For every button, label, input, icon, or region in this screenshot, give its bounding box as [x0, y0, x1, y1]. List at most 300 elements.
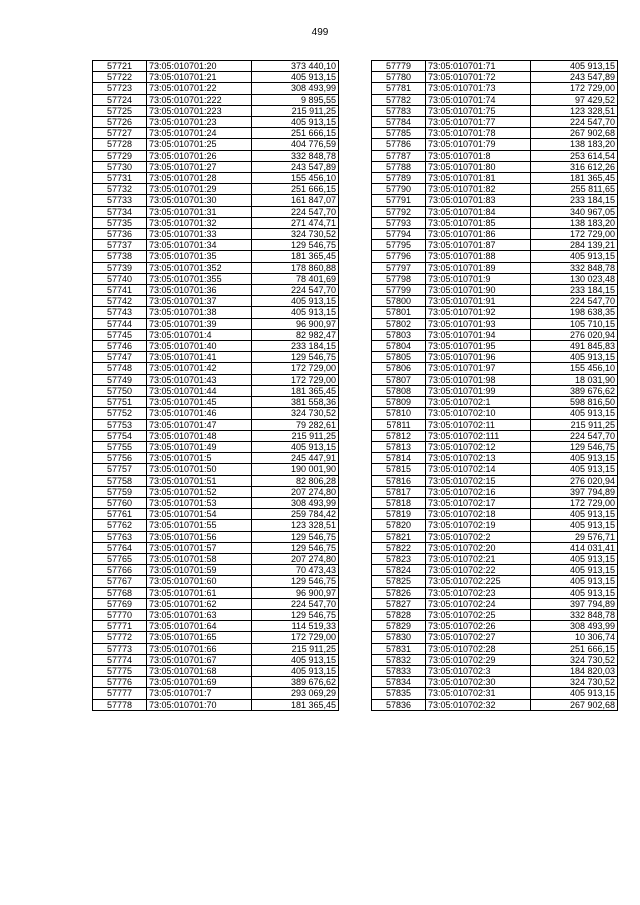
record-number-cell: 57761 [93, 509, 147, 520]
table-row [93, 150, 339, 161]
record-number-cell: 57818 [372, 497, 426, 508]
cadastral-value-cell: 79 282,61 [252, 419, 339, 430]
record-number-cell: 57750 [93, 385, 147, 396]
table-row [93, 699, 339, 710]
record-number-cell: 57755 [93, 441, 147, 452]
table-row [372, 475, 618, 486]
table-row [372, 329, 618, 340]
cadastral-number-cell: 73:05:010702:32 [426, 699, 531, 710]
table-row [372, 307, 618, 318]
table-row [93, 296, 339, 307]
table-row [93, 632, 339, 643]
table-row [372, 397, 618, 408]
cadastral-value-cell: 172 729,00 [531, 229, 618, 240]
record-number-cell: 57785 [372, 128, 426, 139]
table-row [372, 385, 618, 396]
table-row [93, 397, 339, 408]
cadastral-value-cell: 340 967,05 [531, 206, 618, 217]
table-row [93, 352, 339, 363]
cadastral-value-cell: 405 913,15 [252, 296, 339, 307]
table-row [372, 643, 618, 654]
table-row [93, 273, 339, 284]
cadastral-value-cell: 251 666,15 [252, 184, 339, 195]
table-row [372, 486, 618, 497]
cadastral-value-cell: 405 913,15 [531, 408, 618, 419]
record-number-cell: 57782 [372, 94, 426, 105]
table-row [372, 341, 618, 352]
table-row [93, 251, 339, 262]
cadastral-value-cell: 9 895,55 [252, 94, 339, 105]
cadastral-value-cell: 130 023,48 [531, 273, 618, 284]
table-row [93, 72, 339, 83]
record-number-cell: 57835 [372, 688, 426, 699]
record-number-cell: 57739 [93, 262, 147, 273]
cadastral-number-cell: 73:05:010701:33 [147, 229, 252, 240]
table-row [93, 441, 339, 452]
cadastral-number-cell: 73:05:010702:3 [426, 665, 531, 676]
record-number-cell: 57791 [372, 195, 426, 206]
cadastral-value-cell: 233 184,15 [252, 341, 339, 352]
record-number-cell: 57810 [372, 408, 426, 419]
table-row [93, 565, 339, 576]
cadastral-value-cell: 404 776,59 [252, 139, 339, 150]
record-number-cell: 57744 [93, 318, 147, 329]
table-row [372, 453, 618, 464]
record-number-cell: 57733 [93, 195, 147, 206]
cadastral-number-cell: 73:05:010701:83 [426, 195, 531, 206]
cadastral-value-cell: 129 546,75 [252, 531, 339, 542]
record-number-cell: 57752 [93, 408, 147, 419]
register-table-right [371, 60, 618, 711]
cadastral-value-cell: 129 546,75 [252, 352, 339, 363]
table-row [93, 206, 339, 217]
cadastral-number-cell: 73:05:010702:28 [426, 643, 531, 654]
record-number-cell: 57803 [372, 329, 426, 340]
cadastral-value-cell: 190 001,90 [252, 464, 339, 475]
table-row [93, 217, 339, 228]
cadastral-number-cell: 73:05:010701:85 [426, 217, 531, 228]
record-number-cell: 57773 [93, 643, 147, 654]
record-number-cell: 57792 [372, 206, 426, 217]
cadastral-value-cell: 255 811,65 [531, 184, 618, 195]
cadastral-value-cell: 78 401,69 [252, 273, 339, 284]
table-row [372, 576, 618, 587]
cadastral-value-cell: 405 913,15 [531, 453, 618, 464]
cadastral-value-cell: 129 546,75 [531, 441, 618, 452]
table-row [372, 273, 618, 284]
record-number-cell: 57816 [372, 475, 426, 486]
cadastral-value-cell: 172 729,00 [531, 83, 618, 94]
record-number-cell: 57823 [372, 553, 426, 564]
cadastral-number-cell: 73:05:010701:71 [426, 61, 531, 72]
record-number-cell: 57764 [93, 542, 147, 553]
cadastral-number-cell: 73:05:010701:26 [147, 150, 252, 161]
cadastral-value-cell: 405 913,15 [531, 565, 618, 576]
cadastral-number-cell: 73:05:010701:70 [147, 699, 252, 710]
cadastral-value-cell: 253 614,54 [531, 150, 618, 161]
cadastral-value-cell: 276 020,94 [531, 329, 618, 340]
cadastral-value-cell: 267 902,68 [531, 128, 618, 139]
cadastral-number-cell: 73:05:010701:82 [426, 184, 531, 195]
record-number-cell: 57800 [372, 296, 426, 307]
table-row [93, 665, 339, 676]
cadastral-value-cell: 373 440,10 [252, 61, 339, 72]
record-number-cell: 57829 [372, 621, 426, 632]
cadastral-number-cell: 73:05:010701:39 [147, 318, 252, 329]
table-row [93, 329, 339, 340]
cadastral-number-cell: 73:05:010701:28 [147, 173, 252, 184]
cadastral-number-cell: 73:05:010701:84 [426, 206, 531, 217]
record-number-cell: 57788 [372, 161, 426, 172]
cadastral-value-cell: 251 666,15 [252, 128, 339, 139]
cadastral-number-cell: 73:05:010701:97 [426, 363, 531, 374]
table-row [372, 408, 618, 419]
cadastral-value-cell: 114 519,33 [252, 621, 339, 632]
cadastral-number-cell: 73:05:010701:91 [426, 296, 531, 307]
record-number-cell: 57789 [372, 173, 426, 184]
record-number-cell: 57758 [93, 475, 147, 486]
table-row [93, 161, 339, 172]
table-row [372, 72, 618, 83]
record-number-cell: 57741 [93, 285, 147, 296]
cadastral-number-cell: 73:05:010701:54 [147, 509, 252, 520]
record-number-cell: 57745 [93, 329, 147, 340]
table-row [93, 83, 339, 94]
cadastral-value-cell: 97 429,52 [531, 94, 618, 105]
cadastral-value-cell: 405 913,15 [531, 576, 618, 587]
record-number-cell: 57797 [372, 262, 426, 273]
table-row [372, 497, 618, 508]
table-row [372, 117, 618, 128]
cadastral-value-cell: 224 547,70 [252, 285, 339, 296]
table-row [372, 699, 618, 710]
cadastral-value-cell: 207 274,80 [252, 486, 339, 497]
record-number-cell: 57721 [93, 61, 147, 72]
cadastral-number-cell: 73:05:010701:48 [147, 430, 252, 441]
cadastral-value-cell: 172 729,00 [252, 363, 339, 374]
cadastral-value-cell: 324 730,52 [531, 677, 618, 688]
table-row [372, 94, 618, 105]
table-row [372, 464, 618, 475]
cadastral-number-cell: 73:05:010702:26 [426, 621, 531, 632]
cadastral-value-cell: 161 847,07 [252, 195, 339, 206]
cadastral-value-cell: 215 911,25 [252, 105, 339, 116]
table-row [372, 105, 618, 116]
record-number-cell: 57722 [93, 72, 147, 83]
cadastral-value-cell: 308 493,99 [531, 621, 618, 632]
cadastral-value-cell: 155 456,10 [531, 363, 618, 374]
record-number-cell: 57790 [372, 184, 426, 195]
cadastral-value-cell: 308 493,99 [252, 83, 339, 94]
record-number-cell: 57738 [93, 251, 147, 262]
cadastral-number-cell: 73:05:010701:77 [426, 117, 531, 128]
register-table-left-body [93, 61, 339, 711]
page-number: 499 [311, 27, 329, 38]
cadastral-number-cell: 73:05:010701:81 [426, 173, 531, 184]
record-number-cell: 57794 [372, 229, 426, 240]
record-number-cell: 57821 [372, 531, 426, 542]
cadastral-number-cell: 73:05:010701:30 [147, 195, 252, 206]
table-row [372, 184, 618, 195]
cadastral-value-cell: 405 913,15 [531, 688, 618, 699]
record-number-cell: 57783 [372, 105, 426, 116]
cadastral-value-cell: 405 913,15 [531, 553, 618, 564]
table-row [372, 419, 618, 430]
table-row [93, 318, 339, 329]
cadastral-value-cell: 324 730,52 [252, 229, 339, 240]
table-row [93, 654, 339, 665]
record-number-cell: 57793 [372, 217, 426, 228]
table-row [93, 587, 339, 598]
record-number-cell: 57812 [372, 430, 426, 441]
cadastral-number-cell: 73:05:010701:99 [426, 385, 531, 396]
cadastral-value-cell: 129 546,75 [252, 542, 339, 553]
record-number-cell: 57787 [372, 150, 426, 161]
record-number-cell: 57780 [372, 72, 426, 83]
cadastral-number-cell: 73:05:010702:30 [426, 677, 531, 688]
cadastral-number-cell: 73:05:010702:20 [426, 542, 531, 553]
record-number-cell: 57805 [372, 352, 426, 363]
record-number-cell: 57762 [93, 520, 147, 531]
cadastral-number-cell: 73:05:010701:88 [426, 251, 531, 262]
table-row [93, 341, 339, 352]
cadastral-number-cell: 73:05:010702:2 [426, 531, 531, 542]
cadastral-value-cell: 82 982,47 [252, 329, 339, 340]
cadastral-number-cell: 73:05:010701:7 [147, 688, 252, 699]
cadastral-value-cell: 224 547,70 [252, 598, 339, 609]
cadastral-value-cell: 284 139,21 [531, 240, 618, 251]
table-row [372, 251, 618, 262]
cadastral-number-cell: 73:05:010701:86 [426, 229, 531, 240]
cadastral-number-cell: 73:05:010701:222 [147, 94, 252, 105]
cadastral-number-cell: 73:05:010701:57 [147, 542, 252, 553]
cadastral-number-cell: 73:05:010702:22 [426, 565, 531, 576]
cadastral-number-cell: 73:05:010701:53 [147, 497, 252, 508]
cadastral-value-cell: 172 729,00 [252, 632, 339, 643]
table-row [93, 509, 339, 520]
table-row [93, 139, 339, 150]
table-row [372, 677, 618, 688]
cadastral-number-cell: 73:05:010701:41 [147, 352, 252, 363]
cadastral-number-cell: 73:05:010701:58 [147, 553, 252, 564]
cadastral-value-cell: 316 612,26 [531, 161, 618, 172]
cadastral-value-cell: 129 546,75 [252, 609, 339, 620]
table-row [93, 677, 339, 688]
cadastral-number-cell: 73:05:010702:111 [426, 430, 531, 441]
record-number-cell: 57732 [93, 184, 147, 195]
table-row [372, 665, 618, 676]
table-row [372, 363, 618, 374]
table-row [93, 553, 339, 564]
cadastral-number-cell: 73:05:010702:17 [426, 497, 531, 508]
record-number-cell: 57772 [93, 632, 147, 643]
cadastral-value-cell: 70 473,43 [252, 565, 339, 576]
table-row [93, 385, 339, 396]
record-number-cell: 57729 [93, 150, 147, 161]
record-number-cell: 57730 [93, 161, 147, 172]
cadastral-number-cell: 73:05:010701:5 [147, 453, 252, 464]
record-number-cell: 57753 [93, 419, 147, 430]
cadastral-number-cell: 73:05:010701:352 [147, 262, 252, 273]
cadastral-value-cell: 276 020,94 [531, 475, 618, 486]
record-number-cell: 57779 [372, 61, 426, 72]
cadastral-number-cell: 73:05:010701:37 [147, 296, 252, 307]
cadastral-number-cell: 73:05:010702:12 [426, 441, 531, 452]
cadastral-number-cell: 73:05:010702:13 [426, 453, 531, 464]
record-number-cell: 57723 [93, 83, 147, 94]
cadastral-value-cell: 105 710,15 [531, 318, 618, 329]
record-number-cell: 57777 [93, 688, 147, 699]
record-number-cell: 57776 [93, 677, 147, 688]
table-row [372, 173, 618, 184]
register-table-left [92, 60, 339, 711]
cadastral-number-cell: 73:05:010701:68 [147, 665, 252, 676]
record-number-cell: 57736 [93, 229, 147, 240]
cadastral-number-cell: 73:05:010701:73 [426, 83, 531, 94]
cadastral-number-cell: 73:05:010702:27 [426, 632, 531, 643]
cadastral-value-cell: 598 816,50 [531, 397, 618, 408]
record-number-cell: 57813 [372, 441, 426, 452]
record-number-cell: 57827 [372, 598, 426, 609]
cadastral-value-cell: 224 547,70 [531, 430, 618, 441]
cadastral-value-cell: 181 365,45 [252, 385, 339, 396]
table-row [372, 621, 618, 632]
cadastral-value-cell: 405 913,15 [252, 654, 339, 665]
cadastral-number-cell: 73:05:010702:1 [426, 397, 531, 408]
cadastral-value-cell: 10 306,74 [531, 632, 618, 643]
table-row [93, 195, 339, 206]
table-row [372, 531, 618, 542]
cadastral-number-cell: 73:05:010702:23 [426, 587, 531, 598]
cadastral-number-cell: 73:05:010701:21 [147, 72, 252, 83]
table-row [93, 453, 339, 464]
cadastral-value-cell: 405 913,15 [252, 72, 339, 83]
record-number-cell: 57756 [93, 453, 147, 464]
cadastral-value-cell: 123 328,51 [531, 105, 618, 116]
record-number-cell: 57836 [372, 699, 426, 710]
cadastral-value-cell: 389 676,62 [531, 385, 618, 396]
cadastral-value-cell: 18 031,90 [531, 374, 618, 385]
cadastral-number-cell: 73:05:010701:74 [426, 94, 531, 105]
cadastral-value-cell: 251 666,15 [531, 643, 618, 654]
record-number-cell: 57746 [93, 341, 147, 352]
cadastral-number-cell: 73:05:010701:50 [147, 464, 252, 475]
table-row [372, 195, 618, 206]
cadastral-number-cell: 73:05:010702:15 [426, 475, 531, 486]
cadastral-number-cell: 73:05:010701:75 [426, 105, 531, 116]
table-row [93, 598, 339, 609]
record-number-cell: 57834 [372, 677, 426, 688]
table-row [93, 285, 339, 296]
record-number-cell: 57802 [372, 318, 426, 329]
cadastral-value-cell: 332 848,78 [531, 262, 618, 273]
record-number-cell: 57751 [93, 397, 147, 408]
cadastral-number-cell: 73:05:010702:25 [426, 609, 531, 620]
record-number-cell: 57742 [93, 296, 147, 307]
cadastral-value-cell: 414 031,41 [531, 542, 618, 553]
cadastral-number-cell: 73:05:010701:9 [426, 273, 531, 284]
table-row [372, 217, 618, 228]
cadastral-number-cell: 73:05:010701:34 [147, 240, 252, 251]
table-row [93, 363, 339, 374]
cadastral-value-cell: 233 184,15 [531, 285, 618, 296]
table-row [372, 61, 618, 72]
cadastral-number-cell: 73:05:010701:31 [147, 206, 252, 217]
cadastral-number-cell: 73:05:010701:55 [147, 520, 252, 531]
cadastral-value-cell: 324 730,52 [252, 408, 339, 419]
cadastral-value-cell: 397 794,89 [531, 486, 618, 497]
cadastral-number-cell: 73:05:010701:60 [147, 576, 252, 587]
record-number-cell: 57725 [93, 105, 147, 116]
cadastral-number-cell: 73:05:010701:35 [147, 251, 252, 262]
cadastral-number-cell: 73:05:010701:90 [426, 285, 531, 296]
cadastral-number-cell: 73:05:010701:78 [426, 128, 531, 139]
cadastral-value-cell: 215 911,25 [252, 643, 339, 654]
record-number-cell: 57737 [93, 240, 147, 251]
record-number-cell: 57763 [93, 531, 147, 542]
table-row [93, 609, 339, 620]
cadastral-number-cell: 73:05:010701:51 [147, 475, 252, 486]
cadastral-number-cell: 73:05:010701:72 [426, 72, 531, 83]
cadastral-value-cell: 405 913,15 [252, 307, 339, 318]
cadastral-value-cell: 181 365,45 [531, 173, 618, 184]
cadastral-number-cell: 73:05:010701:80 [426, 161, 531, 172]
cadastral-value-cell: 405 913,15 [252, 441, 339, 452]
table-row [372, 83, 618, 94]
table-row [93, 475, 339, 486]
cadastral-number-cell: 73:05:010701:36 [147, 285, 252, 296]
cadastral-number-cell: 73:05:010701:63 [147, 609, 252, 620]
cadastral-value-cell: 172 729,00 [252, 374, 339, 385]
table-row [93, 408, 339, 419]
record-number-cell: 57808 [372, 385, 426, 396]
cadastral-value-cell: 155 456,10 [252, 173, 339, 184]
record-number-cell: 57775 [93, 665, 147, 676]
record-number-cell: 57731 [93, 173, 147, 184]
table-row [372, 240, 618, 251]
table-row [93, 576, 339, 587]
cadastral-value-cell: 198 638,35 [531, 307, 618, 318]
cadastral-value-cell: 181 365,45 [252, 251, 339, 262]
table-row [93, 486, 339, 497]
table-row [372, 688, 618, 699]
table-row [372, 318, 618, 329]
cadastral-number-cell: 73:05:010701:42 [147, 363, 252, 374]
table-row [372, 632, 618, 643]
record-number-cell: 57795 [372, 240, 426, 251]
cadastral-value-cell: 491 845,83 [531, 341, 618, 352]
cadastral-number-cell: 73:05:010701:355 [147, 273, 252, 284]
cadastral-number-cell: 73:05:010701:4 [147, 329, 252, 340]
record-number-cell: 57743 [93, 307, 147, 318]
record-number-cell: 57771 [93, 621, 147, 632]
record-number-cell: 57760 [93, 497, 147, 508]
cadastral-value-cell: 405 913,15 [252, 117, 339, 128]
cadastral-value-cell: 224 547,70 [252, 206, 339, 217]
cadastral-number-cell: 73:05:010701:52 [147, 486, 252, 497]
record-number-cell: 57770 [93, 609, 147, 620]
cadastral-number-cell: 73:05:010702:14 [426, 464, 531, 475]
record-number-cell: 57749 [93, 374, 147, 385]
cadastral-number-cell: 73:05:010701:56 [147, 531, 252, 542]
cadastral-number-cell: 73:05:010701:96 [426, 352, 531, 363]
table-row [372, 262, 618, 273]
cadastral-number-cell: 73:05:010701:94 [426, 329, 531, 340]
cadastral-value-cell: 259 784,42 [252, 509, 339, 520]
table-row [93, 307, 339, 318]
cadastral-number-cell: 73:05:010701:98 [426, 374, 531, 385]
record-number-cell: 57809 [372, 397, 426, 408]
